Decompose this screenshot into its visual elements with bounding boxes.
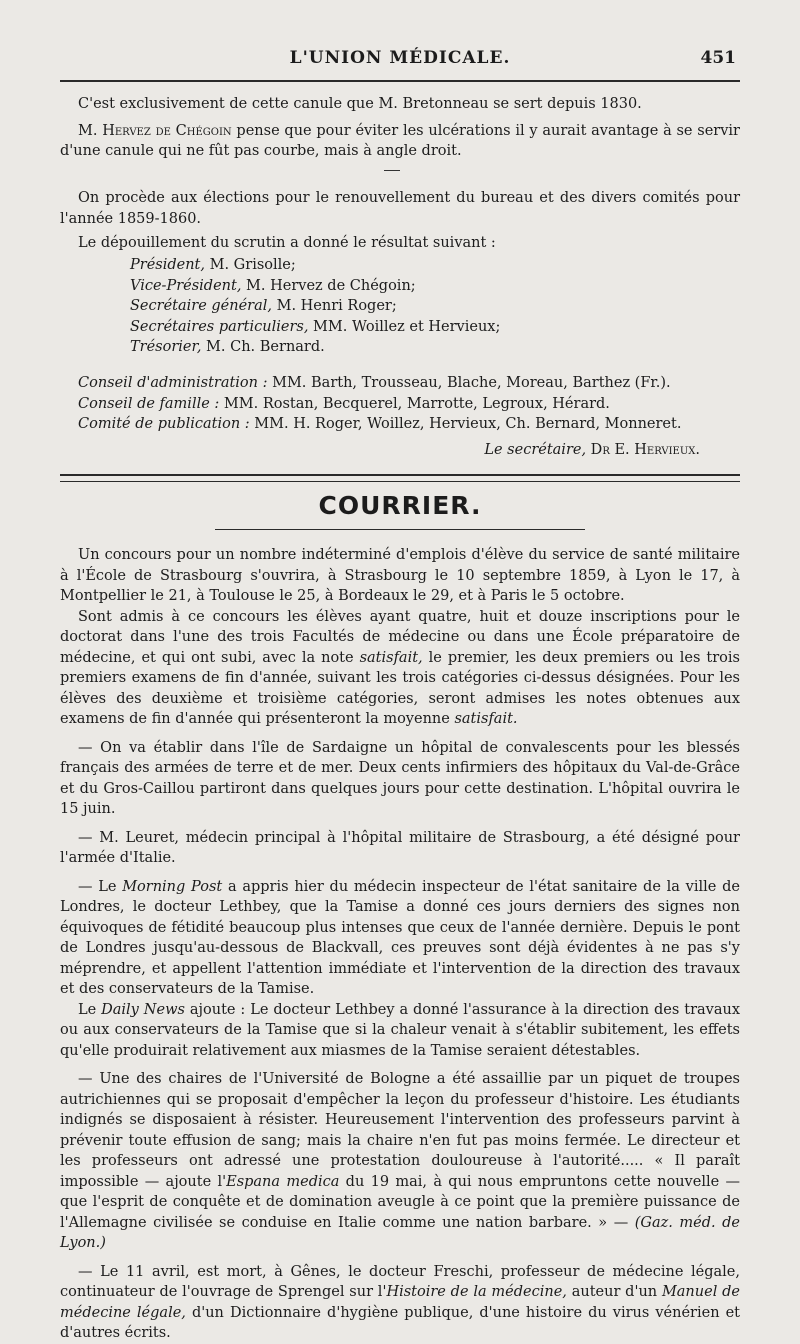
officer-line — [130, 276, 500, 297]
daily-news-paragraph — [60, 1000, 740, 1062]
header-rule — [60, 80, 740, 82]
freschi-text-cont: auteur d'un — [566, 1284, 662, 1300]
section-double-rule — [60, 474, 740, 482]
officer-name: M. Ch. Bernard. — [201, 339, 325, 355]
courrier-heading: COURRIER. — [318, 491, 482, 520]
hervez-text: pense que pour éviter les ulcérations il y aurait avantage à se servir d'une canule qui ne fût pas courbe, mais à angle droit. — [60, 122, 740, 159]
officer-line — [130, 296, 500, 317]
councils-list — [78, 373, 681, 435]
council-members: MM. Barth, Trousseau, Blache, Moreau, Barthez (Fr.). — [267, 375, 671, 391]
page-number: 451 — [700, 48, 736, 68]
running-head — [60, 48, 740, 74]
election-text — [60, 188, 740, 254]
council-title: Comité de publication : — [78, 416, 250, 432]
courrier-underline — [215, 529, 585, 530]
officer-line — [130, 317, 500, 338]
gazette-source: (Gaz. méd. de Lyon.) — [60, 1214, 740, 1251]
morning-post-text: a appris hier du médecin inspecteur de l'état sanitaire de la ville de Londres, le docteur Lethbey, que la Tamise a donné ces jours derniers des signes non équivoques de fétidité beaucoup plus intenses que ceux de l'année dernière. Depuis le pont de Londres jusqu'au-dessous de Blackvall, ces preuves sont déjà évidentes à ne pas s'y méprendre, et appellent l'attention immédiate et l'intervention de la direction des travaux et des conservateurs de la Tamise. — [60, 878, 740, 997]
espana-medica-title: Espana medica — [226, 1173, 340, 1190]
speaker-name: M. Hervez de Chégoin — [78, 122, 232, 139]
council-line — [78, 394, 681, 415]
officer-name: M. Hervez de Chégoin; — [241, 277, 416, 294]
signature-name: Dr E. Hervieux. — [586, 442, 700, 458]
top-text — [60, 94, 740, 162]
daily-news-intro: Le — [78, 1001, 102, 1018]
freschi-paragraph — [60, 1262, 740, 1344]
daily-news-text: ajoute : Le docteur Lethbey a donné l'assurance à la direction des travaux ou aux conservateurs de la Tamise que si la chaleur venait à s'établir subitement, les effets qu'elle produirait relativement aux miasmes de la Tamise seraient détestables. — [60, 1001, 741, 1059]
officer-title: Secrétaires particuliers, — [130, 318, 309, 335]
admission-paragraph — [60, 607, 740, 730]
grade-note: satisfait, — [359, 649, 423, 666]
running-title: L'UNION MÉDICALE. — [289, 48, 511, 68]
histoire-medecine-title: Histoire de la médecine, — [386, 1284, 567, 1300]
signature-title: Le secrétaire, — [484, 442, 587, 458]
officer-line — [130, 255, 500, 276]
bologne-text: — Une des chaires de l'Université de Bologne a été assaillie par un piquet de troupes autrichiennes qui se proposait d'empêcher la leçon du professeur d'histoire. Les étudiants indignés se disposaient à résister. Heureusement l'intervention des professeurs parvint à prévenir toute effusion de sang; mais la chaire n'en fut pas moins fermée. Le directeur et les professeurs ont adressé une protestation douloureuse à l'autorité..... « Il paraît impossible — ajoute l' — [60, 1071, 740, 1190]
secretary-signature — [484, 442, 700, 458]
leuret-paragraph: — M. Leuret, médecin principal à l'hôpital militaire de Strasbourg, a été désigné pour l'armée d'Italie. — [60, 829, 740, 866]
officer-title: Vice-Président, — [130, 277, 242, 294]
admission-text-cont: le premier, les deux premiers ou les trois premiers examens de fin d'année, suivant les trois catégories ci-dessus désignées. Pour les élèves des deuxième et troisième catégories, seront admises les notes obtenues aux examens de fin d'année qui présenteront la moyenne — [60, 649, 740, 727]
bretonneau-paragraph: C'est exclusivement de cette canule que M. Bretonneau se sert depuis 1830. — [78, 96, 642, 112]
officer-line — [130, 337, 500, 358]
officer-name: MM. Woillez et Hervieux; — [308, 318, 501, 335]
officer-name: M. Henri Roger; — [271, 298, 397, 314]
hervez-paragraph — [60, 121, 740, 162]
admission-text: Sont admis à ce concours les élèves ayant quatre, huit et douze inscriptions pour le doctorat dans l'une des trois Facultés de médecine ou dans une École préparatoire de médecine, et qui ont subi, avec la note — [60, 608, 740, 666]
officer-title: Secrétaire général, — [130, 298, 272, 314]
grade-note-final: satisfait. — [454, 711, 518, 727]
concours-paragraph: Un concours pour un nombre indéterminé d'emplois d'élève du service de santé militaire à l'École de Strasbourg s'ouvrira, à Strasbourg le 10 septembre 1859, à Lyon le 17, à Montpellier le 21, à Toulouse le 25, à Bordeaux le 29, et à Paris le 5 octobre. — [60, 547, 740, 604]
courrier-body — [60, 545, 740, 1344]
daily-news-title: Daily News — [101, 1001, 185, 1018]
sardaigne-paragraph: — On va établir dans l'île de Sardaigne un hôpital de convalescents pour les blessés français des armées de terre et de mer. Deux cents infirmiers des hôpitaux du Val-de-Grâce et du Gros-Caillou partiront dans quelques jours pour cette destination. L'hôpital ouvrira le 15 juin. — [60, 739, 740, 817]
morning-post-intro: — Le — [78, 878, 123, 895]
bologne-paragraph — [60, 1069, 740, 1254]
morning-post-title: Morning Post — [122, 878, 223, 895]
council-members: MM. H. Roger, Woillez, Hervieux, Ch. Bernard, Monneret. — [249, 416, 682, 432]
council-title: Conseil de famille : — [78, 395, 220, 412]
manuel-title: Manuel de médecine légale, — [60, 1284, 740, 1321]
separator-dash — [384, 170, 400, 171]
officer-title: Trésorier, — [130, 339, 202, 355]
officer-name: M. Grisolle; — [205, 257, 296, 273]
council-line — [78, 414, 681, 435]
morning-post-paragraph — [60, 877, 740, 1000]
council-members: MM. Rostan, Becquerel, Marrotte, Legroux, Hérard. — [219, 395, 610, 412]
council-line — [78, 373, 681, 394]
scrutin-paragraph: Le dépouillement du scrutin a donné le résultat suivant : — [78, 235, 496, 251]
election-paragraph: On procède aux élections pour le renouvellement du bureau et des divers comités pour l'année 1859-1860. — [60, 190, 740, 227]
officers-list — [130, 255, 500, 358]
council-title: Conseil d'administration : — [78, 375, 268, 391]
bologne-text-cont: du 19 mai, à qui nous empruntons cette nouvelle — que l'esprit de conquête et de domination aveugle à ce point que la première puissance de l'Allemagne civilisée se conduise en Italie comme une nation barbare. » — — [60, 1173, 740, 1231]
officer-title: Président, — [130, 257, 205, 273]
freschi-text: — Le 11 avril, est mort, à Gênes, le docteur Freschi, professeur de médecine légale, continuateur de l'ouvrage de Sprengel sur l' — [60, 1263, 740, 1300]
freschi-text-end: d'un Dictionnaire d'hygiène publique, d'une histoire du virus vénérien et d'autres écrits. — [60, 1304, 740, 1341]
